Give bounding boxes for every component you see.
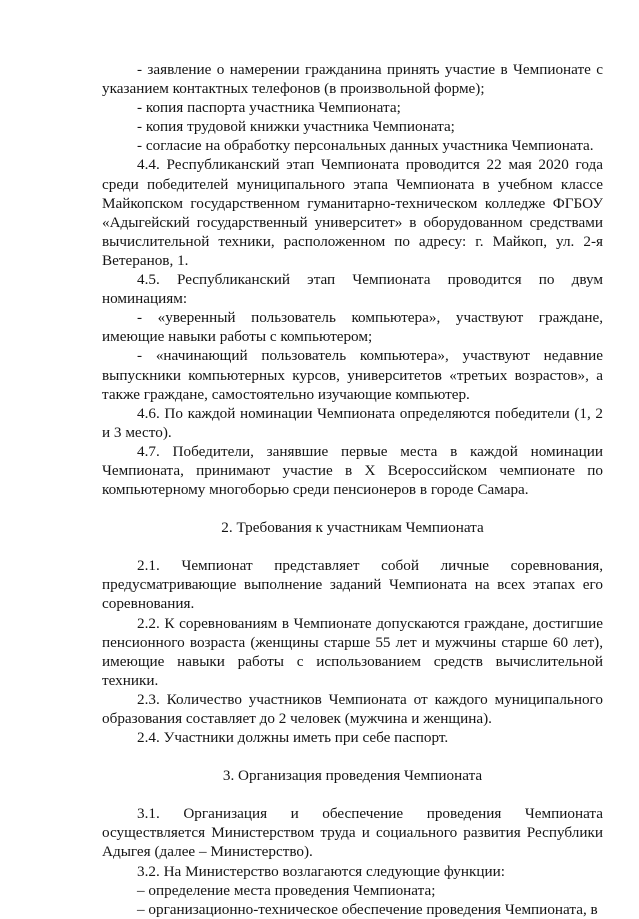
paragraph: 2.4. Участники должны иметь при себе паспорт. (137, 729, 449, 747)
paragraph: 4.5. Республиканский этап Чемпионата проводится по двум номинациям: (102, 271, 603, 308)
paragraph: - согласие на обработку персональных данных участника Чемпионата. (137, 137, 594, 155)
paragraph: - копия трудовой книжки участника Чемпионата; (137, 118, 455, 136)
paragraph: 3.1. Организация и обеспечение проведения Чемпионата осуществляется Министерством труда и социального развития Республики Адыгея (далее – Министерство). (102, 805, 603, 861)
paragraph: 2.3. Количество участников Чемпионата от каждого муниципального образования составляет до 2 человек (мужчина и женщина). (102, 690, 603, 727)
paragraph: 4.4. Республиканский этап Чемпионата проводится 22 мая 2020 года среди победителей муниципального этапа Чемпионата в учебном классе Майкопском государственном гуманитарно-техническом колледже ФГБОУ «Адыгейский государственный университет» в оборудованном средствами вычислительной техники, расположенном по адресу: г. Майкоп, ул. 2-я Ветеранов, 1. (102, 156, 603, 269)
paragraph: 2.2. К соревнованиям в Чемпионате допускаются граждане, достигшие пенсионного возраста (женщины старше 55 лет и мужчины старше 60 лет), имеющие навыки работы с использованием средств вычислительной техники. (102, 614, 603, 689)
paragraph: - заявление о намерении гражданина принять участие в Чемпионате с указанием контактных телефонов (в произвольной форме); (102, 61, 603, 98)
paragraph: – определение места проведения Чемпионата; (137, 881, 436, 899)
paragraph: - «начинающий пользователь компьютера», участвуют недавние выпускники компьютерных курсов, университетов «третьих возрастов», а также граждане, самостоятельно изучающие компьютер. (102, 347, 603, 403)
paragraph: - копия паспорта участника Чемпионата; (137, 99, 401, 117)
section-heading: 3. Организация проведения Чемпионата (222, 767, 483, 785)
paragraph: 4.6. По каждой номинации Чемпионата определяются победители (1, 2 и 3 место). (102, 404, 603, 441)
paragraph: 2.1. Чемпионат представляет собой личные соревнования, предусматривающие выполнение заданий Чемпионата на всех этапах его соревнования. (102, 557, 603, 613)
section-heading: 2. Требования к участникам Чемпионата (221, 519, 484, 537)
document-page (102, 60, 603, 919)
paragraph: 3.2. На Министерство возлагаются следующие функции: (137, 862, 506, 880)
paragraph: 4.7. Победители, занявшие первые места в каждой номинации Чемпионата, принимают участие в X Всероссийском чемпионате по компьютерному многоборью среди пенсионеров в городе Самара. (102, 442, 603, 499)
paragraph: - «уверенный пользователь компьютера», участвуют граждане, имеющие навыки работы с компьютером; (102, 309, 603, 346)
paragraph: – организационно-техническое обеспечение проведения Чемпионата, в (137, 900, 598, 918)
